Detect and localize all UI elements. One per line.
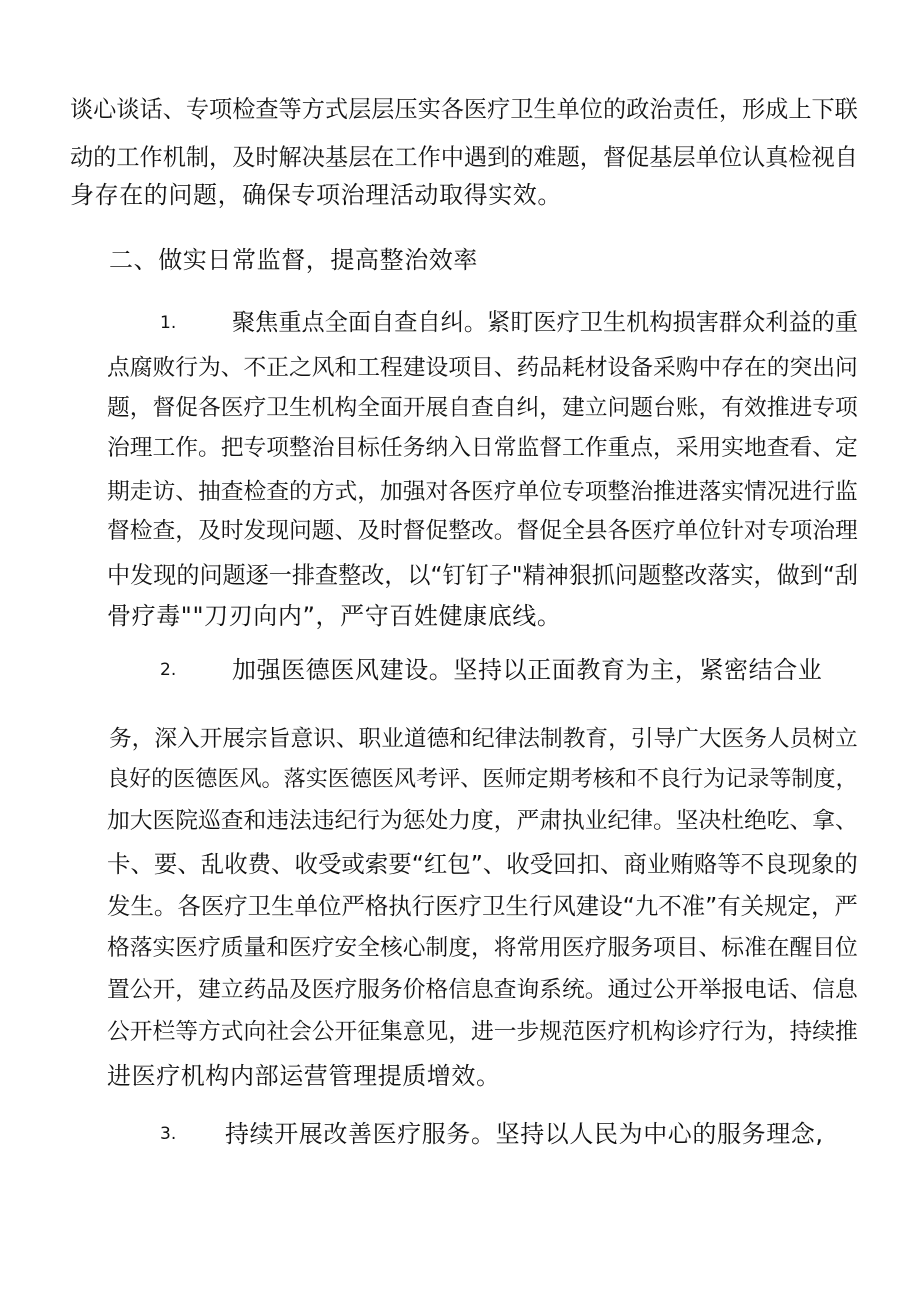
item-number: 2.	[160, 660, 177, 680]
text-line: 持续开展改善医疗服务。坚持以人民为中心的服务理念,	[225, 1120, 824, 1148]
section-heading: 二、做实日常监督，提高整治效率	[109, 246, 478, 274]
text-line: 务，深入开展宗旨意识、职业道德和纪律法制教育，引导广大医务人员树立	[109, 726, 858, 752]
text-line: 题，督促各医疗卫生机构全面开展自查自纠，建立问题台账，有效推进专项	[107, 395, 858, 421]
text-line: 身存在的问题，确保专项治理活动取得实效。	[70, 181, 562, 209]
text-line: 中发现的问题逐一排查整改，以“钉钉子"精神狠抓问题整改落实，做到“刮	[107, 563, 858, 589]
item-number: 1.	[160, 313, 177, 333]
text-line: 公开栏等方式向社会公开征集意见，进一步规范医疗机构诊疗行为，持续推	[107, 1019, 858, 1045]
text-line: 加大医院巡查和违法违纪行为惩处力度，严肃执业纪律。坚决杜绝吃、拿、	[107, 808, 858, 834]
text-line: 谈心谈话、专项检查等方式层层压实各医疗卫生单位的政治责任，形成上下联	[70, 96, 858, 123]
item-number: 3.	[160, 1124, 177, 1144]
text-line: 发生。各医疗卫生单位严格执行医疗卫生行风建设“九不准”有关规定，严	[107, 892, 858, 920]
text-line: 良好的医德医风。落实医德医风考评、医师定期考核和不良行为记录等制度，	[107, 766, 858, 792]
text-line: 加强医德医风建设。坚持以正面教育为主，紧密结合业	[232, 656, 823, 684]
text-line: 动的工作机制，及时解决基层在工作中遇到的难题，督促基层单位认真检视自	[70, 144, 858, 171]
text-line: 格落实医疗质量和医疗安全核心制度，将常用医疗服务项目、标准在醒目位	[107, 935, 858, 961]
text-line: 骨疗毒""刀刃向内”，严守百姓健康底线。	[107, 602, 562, 630]
text-line: 期走访、抽查检查的方式，加强对各医疗单位专项整治推进落实情况进行监	[107, 479, 858, 505]
text-line: 治理工作。把专项整治目标任务纳入日常监督工作重点，采用实地查看、定	[107, 435, 858, 461]
text-line: 督检查，及时发现问题、及时督促整改。督促全县各医疗单位针对专项治理	[107, 518, 858, 544]
text-line: 点腐败行为、不正之风和工程建设项目、药品耗材设备采购中存在的突出问	[107, 355, 858, 381]
text-line: 进医疗机构内部运营管理提质增效。	[107, 1062, 501, 1090]
text-line: 卡、要、乱收费、收受或索要“红包”、收受回扣、商业贿赂等不良现象的	[107, 850, 858, 878]
text-line: 置公开，建立药品及医疗服务价格信息查询系统。通过公开举报电话、信息	[107, 977, 858, 1003]
text-line: 聚焦重点全面自查自纠。紧盯医疗卫生机构损害群众利益的重	[232, 309, 859, 336]
